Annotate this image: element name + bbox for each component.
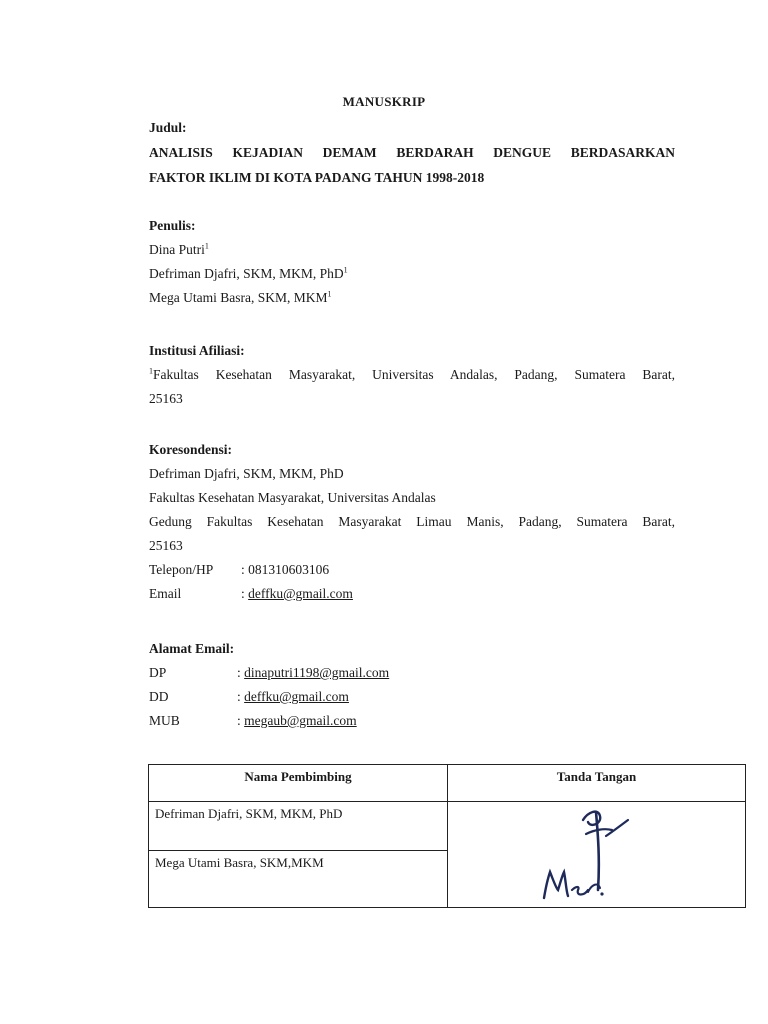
email-sep: :: [241, 586, 249, 601]
column-header-supervisor: Nama Pembimbing: [149, 765, 448, 802]
author-name: Defriman Djafri, SKM, MKM, PhD: [149, 266, 344, 281]
phone-value: : 081310603106: [241, 562, 330, 577]
author-affiliation-sup: 1: [343, 265, 348, 275]
affiliation-text: Fakultas Kesehatan Masyarakat, Universitas Andalas, Padang, Sumatera Barat,: [153, 367, 675, 382]
email-entry-key: DP: [149, 665, 167, 680]
email-entry-link[interactable]: megaub@gmail.com: [244, 713, 357, 728]
email-addresses-section: [149, 637, 675, 733]
affiliation-line-2: 25163: [149, 391, 183, 406]
signature-cell: [448, 802, 746, 908]
table-row: [149, 802, 746, 851]
title-label: Judul:: [149, 120, 187, 135]
email-entry-link[interactable]: deffku@gmail.com: [244, 689, 349, 704]
author-name: Mega Utami Basra, SKM, MKM: [149, 290, 328, 305]
correspondence-address-1: Gedung Fakultas Kesehatan Masyarakat Limau Manis, Padang, Sumatera Barat,: [149, 514, 675, 529]
phone-label: Telepon/HP: [149, 562, 214, 577]
email-entry-sep: :: [237, 689, 245, 704]
affiliation-line-1: [149, 363, 675, 387]
email-entry-sep: :: [237, 665, 245, 680]
supervisor-name-cell: Defriman Djafri, SKM, MKM, PhD: [149, 802, 448, 851]
title-line-2: FAKTOR IKLIM DI KOTA PADANG TAHUN 1998-2018: [149, 170, 485, 185]
column-header-signature: Tanda Tangan: [448, 765, 746, 802]
author-item: [149, 238, 675, 262]
correspondence-faculty: Fakultas Kesehatan Masyarakat, Universitas Andalas: [149, 490, 436, 505]
document-heading: MANUSKRIP: [342, 94, 426, 109]
phone-row: [149, 558, 675, 582]
email-entry-key: MUB: [149, 713, 180, 728]
author-affiliation-sup: 1: [327, 289, 332, 299]
email-entry: [149, 661, 675, 685]
correspondence-label: Koresondensi:: [149, 442, 233, 457]
email-entry-key: DD: [149, 689, 169, 704]
correspondence-section: [149, 438, 675, 606]
author-item: [149, 262, 675, 286]
authors-section: [149, 214, 675, 310]
title-line-1: ANALISIS KEJADIAN DEMAM BERDARAH DENGUE BERDASARKAN: [149, 145, 675, 160]
supervisor-signature-table: [148, 764, 746, 908]
supervisor-name-cell: Mega Utami Basra, SKM,MKM: [149, 851, 448, 908]
email-row: [149, 582, 675, 606]
affiliation-section: [149, 339, 675, 411]
correspondence-name: Defriman Djafri, SKM, MKM, PhD: [149, 466, 344, 481]
author-affiliation-sup: 1: [204, 241, 209, 251]
author-name: Dina Putri: [149, 242, 205, 257]
author-item: [149, 286, 675, 310]
affiliation-sup: 1: [149, 366, 153, 376]
affiliation-label: Institusi Afiliasi:: [149, 343, 245, 358]
authors-label: Penulis:: [149, 218, 196, 233]
email-entry: [149, 685, 675, 709]
handwritten-signatures: [528, 790, 688, 900]
correspondence-address-2: 25163: [149, 538, 183, 553]
email-entry: [149, 709, 675, 733]
email-label: Email: [149, 586, 182, 601]
email-entry-link[interactable]: dinaputri1198@gmail.com: [244, 665, 390, 680]
email-entry-sep: :: [237, 713, 245, 728]
email-addresses-label: Alamat Email:: [149, 641, 235, 656]
email-link[interactable]: deffku@gmail.com: [248, 586, 353, 601]
title-section: [149, 116, 675, 190]
